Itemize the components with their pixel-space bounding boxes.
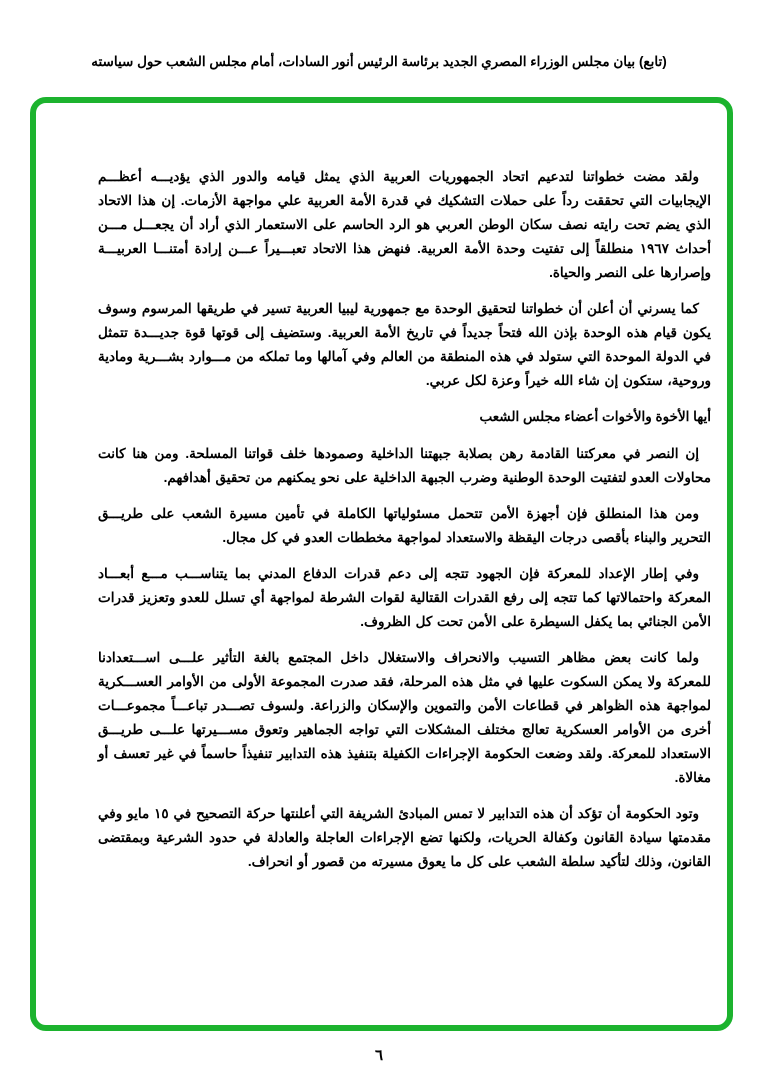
paragraph-union-of-arab-republics: ولقد مضت خطواتنا لتدعيم اتحاد الجمهوريات العربية الذي يمثل قيامه والدور الذي يؤديـــه أعظـــم الإيجابيات التي تحققت رداً على حملات التشكيك في قدرة الأمة العربية علي مواجهة الأزمات. إن هذا الاتحاد الذي يضم تحت رايته نصف سكان الوطن العربي هو الرد الحاسم على الاستعمار الذي أراد أن يجعـــل مـــن أحداث ١٩٦٧ منطلقاً إلى تفتيت وحدة الأمة العربية. فنهض هذا الاتحاد تعبـــيراً عـــن إرادة أمتنـــا العربيـــة وإصرارها على النصر والحياة. — [98, 169, 711, 280]
paragraph-internal-front: إن النصر في معركتنا القادمة رهن بصلابة جبهتنا الداخلية وصمودها خلف قواتنا المسلحة. ومن هنا كانت محاولات العدو لتفتيت الوحدة الوطنية وضرب الجبهة الداخلية على نحو يمكنهم من تحقيق أهدافهم. — [98, 446, 711, 485]
paragraph-civil-defense: وفي إطار الإعداد للمعركة فإن الجهود تتجه إلى دعم قدرات الدفاع المدني بما يتناســـب مـــع أبعـــاد المعركة واحتمالاتها كما تتجه إلى رفع القدرات القتالية لقوات الشرطة لمواجهة أي تسلل للعدو وتعزيز قدرات الأمن الجنائي بما يكفل السيطرة على الأمن تحت كل الظروف. — [98, 566, 711, 629]
paragraph-military-orders: ولما كانت بعض مظاهر التسيب والانحراف والاستغلال داخل المجتمع بالغة التأثير علـــى اســـتعدادنا للمعركة ولا يمكن السكوت عليها في مثل هذه المرحلة، فقد صدرت المجموعة الأولى من الأوامر العســـكرية لمواجهة هذه الظواهر في قطاعات الأمن والتموين والإسكان والزراعة. ولسوف تصـــدر تباعـــاً مجموعـــات أخرى من الأوامر العسكرية تعالج مختلف المشكلات التي تواجه الجماهير وتعوق مســـيرتها علـــى طريـــق الاستعداد للمعركة. ولقد وضعت الحكومة الإجراءات الكفيلة بتنفيذ هذه التدابير تنفيذاً حاسماً في غير تعسف أو مغالاة. — [98, 650, 711, 785]
document-header-title: (تابع) بيان مجلس الوزراء المصري الجديد برئاسة الرئيس أنور السادات، أمام مجلس الشعب حول سياسته — [91, 54, 667, 69]
page-number: ٦ — [374, 1047, 384, 1064]
green-border-frame — [30, 97, 733, 1031]
document-body — [98, 165, 711, 874]
paragraph-unity-with-libya: كما يسرني أن أعلن أن خطواتنا لتحقيق الوحدة مع جمهورية ليبيا العربية تسير في طريقها المرسوم وسوف يكون قيام هذه الوحدة بإذن الله فتحاً جديداً في تاريخ الأمة العربية. وستضيف إلى قوتها قوة جديـــدة تتمثل في الدولة الموحدة التي ستولد في هذه المنطقة من العالم وفي آمالها وما تملكه من مـــوارد بشـــرية ومادية وروحية، ستكون إن شاء الله خيراً وعزة لكل عربي. — [98, 301, 711, 388]
paragraph-government-assurance: وتود الحكومة أن تؤكد أن هذه التدابير لا تمس المبادئ الشريفة التي أعلنتها حركة التصحيح في ١٥ مايو وفي مقدمتها سيادة القانون وكفالة الحريات، ولكنها تضع الإجراءات العاجلة والعادلة في حدود الشرعية وبمقتضى القانون، وذلك لتأكيد سلطة الشعب على كل ما يعوق مسيرته من قصور أو انحراف. — [98, 806, 711, 869]
paragraph-security-agencies: ومن هذا المنطلق فإن أجهزة الأمن تتحمل مسئولياتها الكاملة في تأمين مسيرة الشعب على طريـــق التحرير والبناء بأقصى درجات اليقظة والاستعداد لمواجهة مخططات العدو في كل مجال. — [98, 506, 711, 545]
subheading-address-to-assembly: أيها الأخوة والأخوات أعضاء مجلس الشعب — [479, 409, 711, 424]
